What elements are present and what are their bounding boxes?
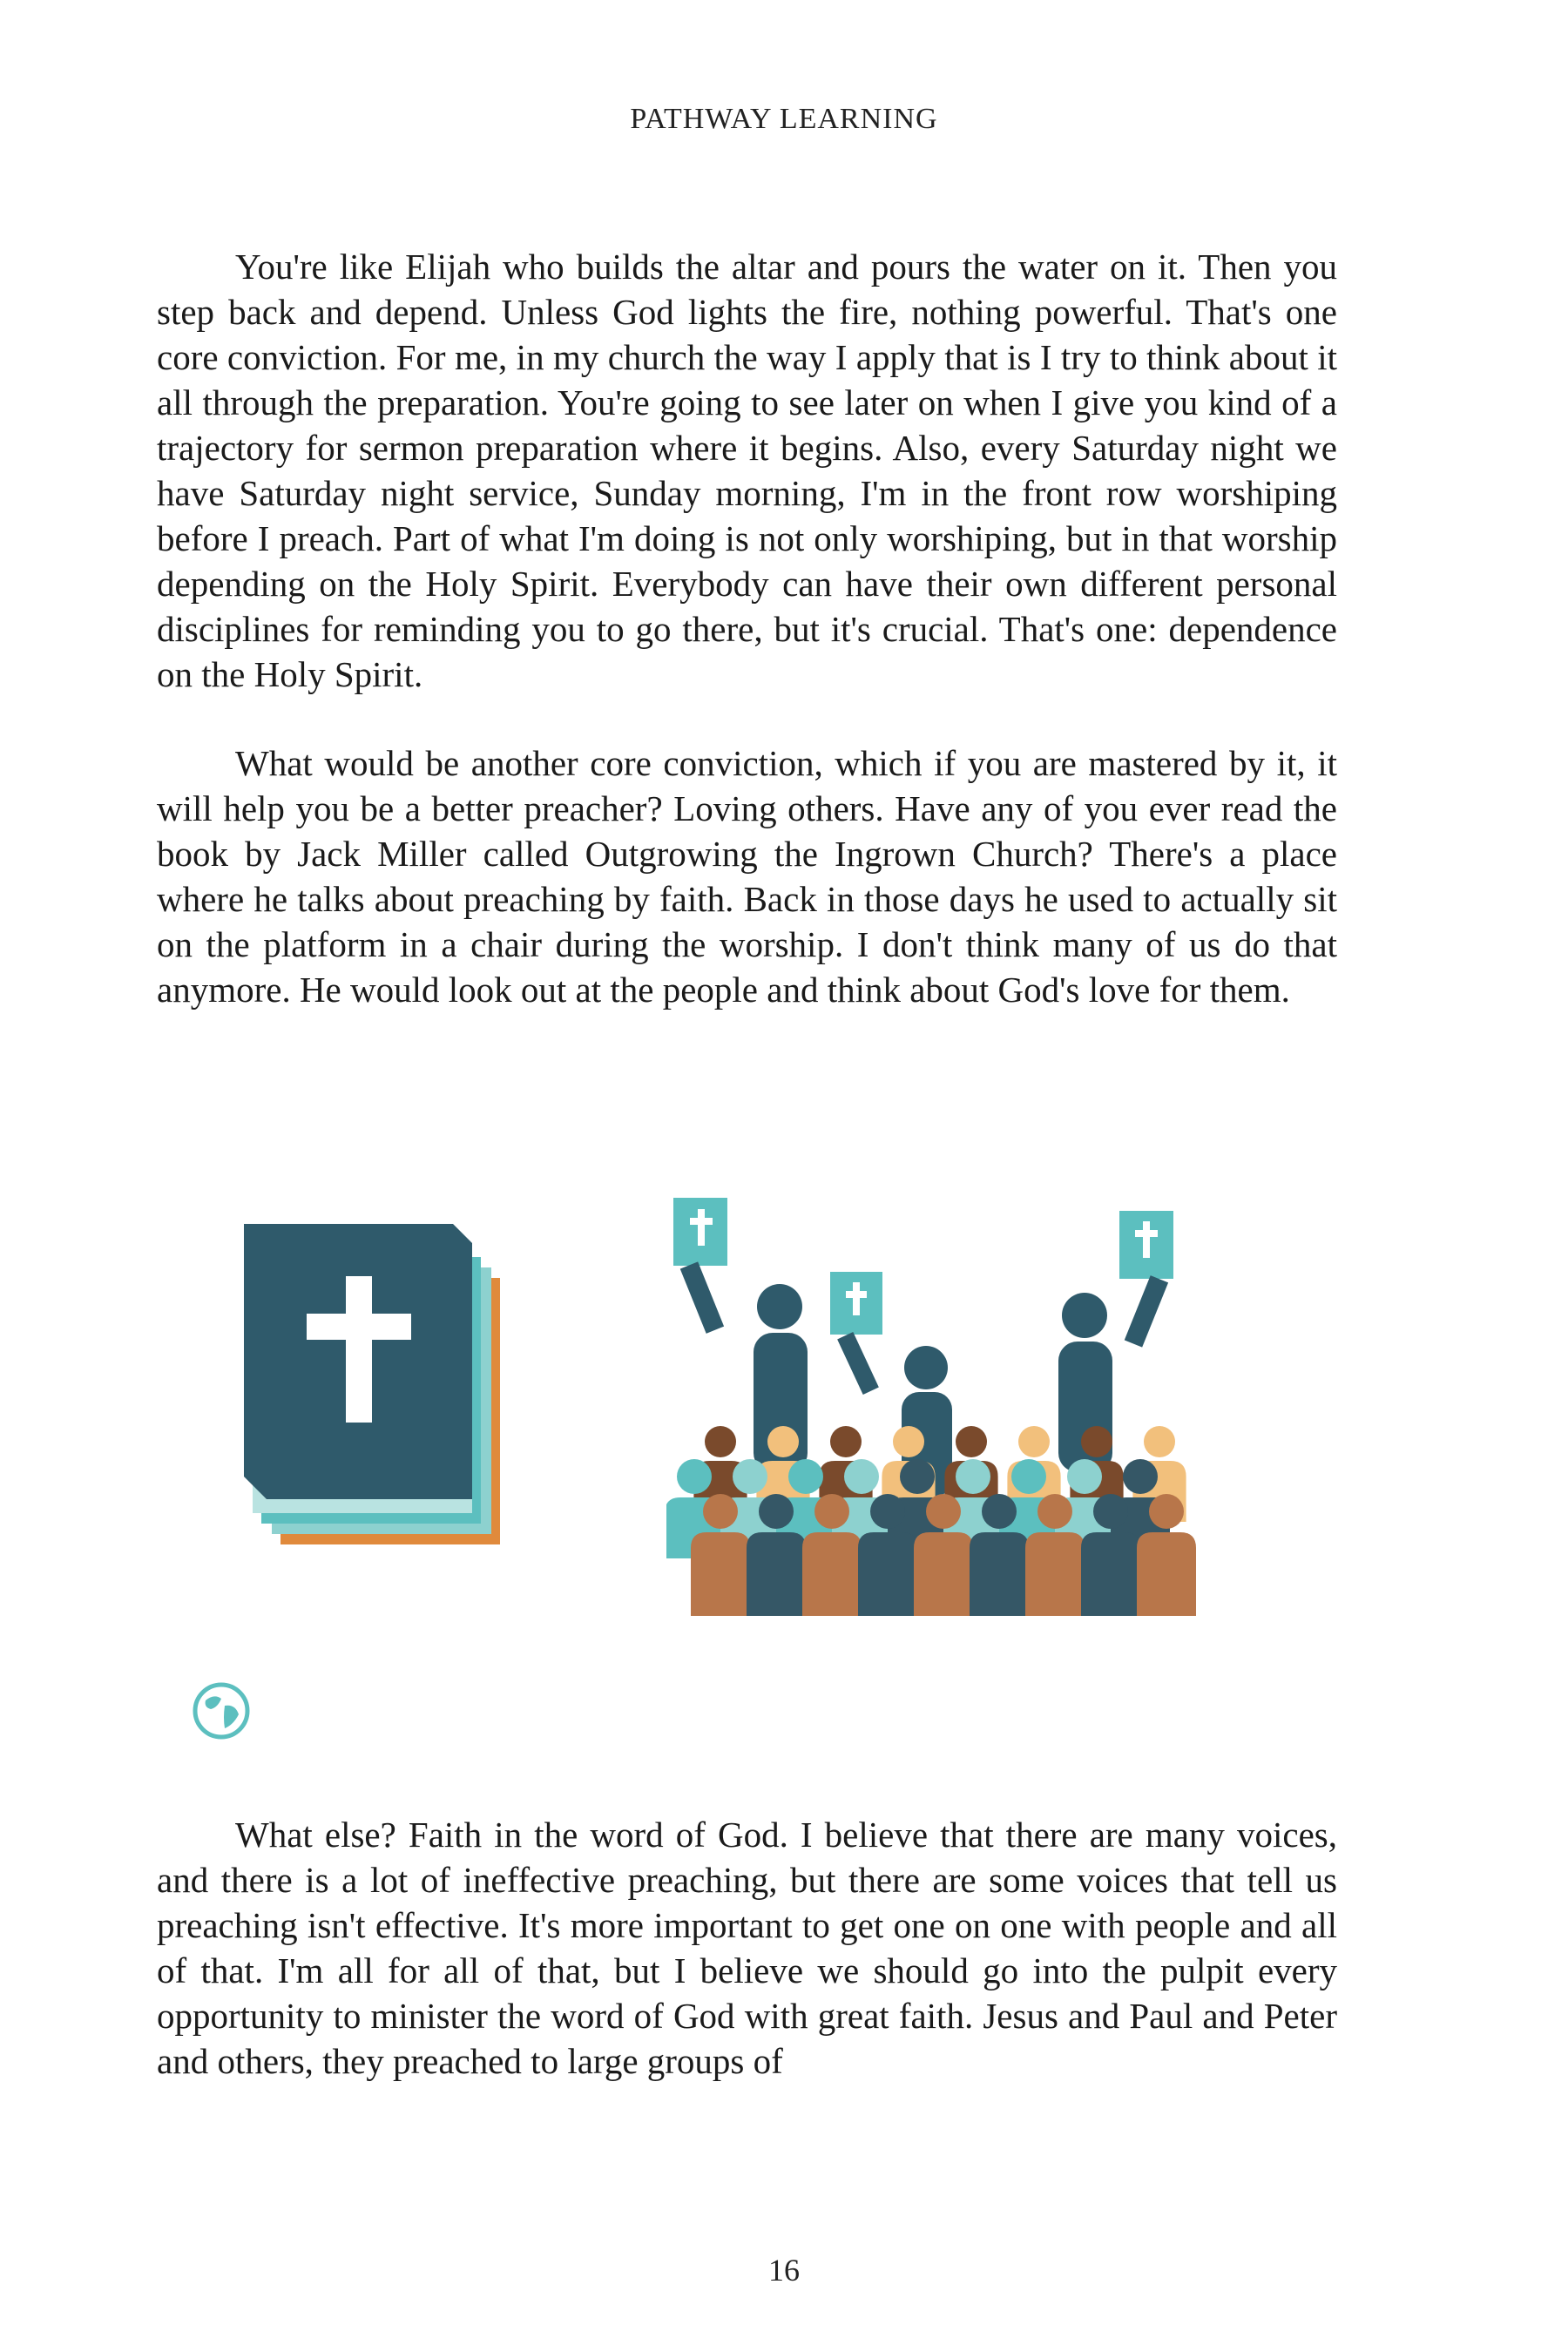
crowd-person-head — [1037, 1494, 1072, 1529]
crowd-person-head — [1081, 1426, 1112, 1457]
crowd-person-body — [1025, 1532, 1085, 1616]
globe-icon — [192, 1681, 251, 1740]
crowd-person-head — [788, 1459, 823, 1494]
crowd-person-head — [956, 1426, 987, 1457]
page-number: 16 — [768, 2253, 800, 2288]
crowd-person-head — [1018, 1426, 1050, 1457]
crowd-person-body — [1137, 1532, 1196, 1616]
crowd-person-head — [814, 1494, 849, 1529]
crowd-person-head — [767, 1426, 799, 1457]
crowd-person-head — [982, 1494, 1017, 1529]
crowd-person-head — [830, 1426, 862, 1457]
crowd-person-body — [970, 1532, 1029, 1616]
crowd-person-body — [691, 1532, 750, 1616]
crowd-person-head — [900, 1459, 935, 1494]
crowd-person-head — [956, 1459, 990, 1494]
crowd-person-head — [1067, 1459, 1102, 1494]
crowd-person-head — [870, 1494, 905, 1529]
crowd-person-body — [802, 1532, 862, 1616]
body-paragraph-1: You're like Elijah who builds the altar and pours the water on it. Then you step back and depend. Unless God lights the fire, nothing powerful. That's one core conviction. For me, in my church the way I apply that is I try to think about it all through the preparation. You're going to see later on when I give you kind of a trajectory for sermon preparation where it begins. Also, every Saturday night we have Saturday night service, Sunday morning, I'm in the front row worshiping before I preach. Part of what I'm doing is not only worshiping, but in that worship depending on the Holy Spirit. Everybody can have their own different personal disciplines for reminding you to go there, but it's crucial. That's one: dependence on the Holy Spirit. — [157, 247, 1337, 694]
congregation-with-raised-bibles-icon — [666, 1193, 1228, 1625]
crowd-person-head — [759, 1494, 794, 1529]
crowd-person-body — [914, 1532, 973, 1616]
crowd-person-head — [1093, 1494, 1128, 1529]
crowd-person-head — [1123, 1459, 1158, 1494]
running-header: PATHWAY LEARNING — [630, 103, 938, 135]
crowd-person-head — [1011, 1459, 1046, 1494]
crowd-person-body — [747, 1532, 806, 1616]
body-paragraph-3: What else? Faith in the word of God. I believe that there are many voices, and there is a lot of ineffective preaching, but there are some voices that tell us preaching isn't effective. It's more important to get one on one with people and all of that. I'm all for all of that, but I believe we should go into the pulpit every opportunity to minister the word of God with great faith. Jesus and Paul and Peter and others, they preached to large groups of — [157, 1815, 1337, 2081]
crowd-person-head — [893, 1426, 924, 1457]
crowd-person-head — [926, 1494, 961, 1529]
crowd-person-head — [844, 1459, 879, 1494]
crowd-person-head — [1149, 1494, 1184, 1529]
crowd-person-head — [705, 1426, 736, 1457]
crowd-person-head — [733, 1459, 767, 1494]
crowd-person-body — [858, 1532, 917, 1616]
crowd-person-head — [1144, 1426, 1175, 1457]
crowd-person-head — [703, 1494, 738, 1529]
bible-stack-icon — [244, 1224, 505, 1551]
crowd-person-head — [677, 1459, 712, 1494]
body-paragraph-2: What would be another core conviction, which if you are mastered by it, it will help you be a better preacher? Loving others. Have any of you ever read the book by Jack Miller called Outgrowing the Ingrown Church? There's a place where he talks about preaching by faith. Back in those days he used to actually sit on the platform in a chair during the worship. I don't think many of us do that anymore. He would look out at the people and think about God's love for them. — [157, 743, 1337, 1010]
crowd-person-body — [1081, 1532, 1140, 1616]
